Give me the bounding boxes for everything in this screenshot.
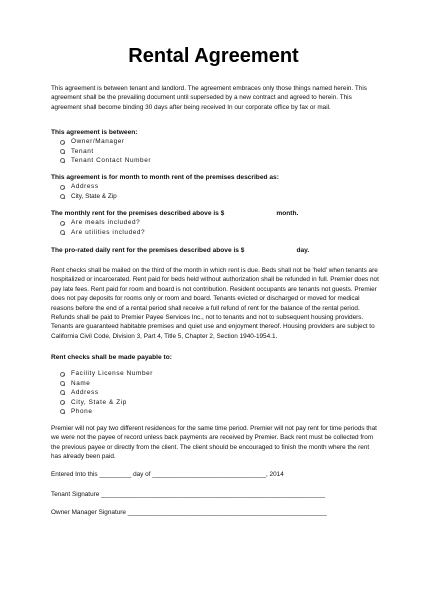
clock-icon <box>60 230 65 235</box>
tenant-signature-line[interactable]: Tenant Signature _______________________________________________________________ <box>51 491 326 498</box>
list-item: Are meals included? <box>51 218 381 227</box>
list-item: Name <box>51 379 381 388</box>
intro-paragraph: This agreement is between tenant and landlord. The agreement embraces only those things named herein. This agreement shall be the prevailing document until superseded by a new contract and agreed to herein. This agreement shall become binding 30 days after being received In our corporate office by fax or mail. <box>51 85 367 111</box>
clock-icon <box>60 194 65 199</box>
list-item: Owner/Manager <box>51 137 381 146</box>
clock-icon <box>60 400 65 405</box>
list-item: City, State & Zip <box>51 398 381 407</box>
daily-rent-line: The pro-rated daily rent for the premises described above is $ day. <box>51 247 310 254</box>
payable-section <box>51 353 381 416</box>
parties-list <box>51 137 381 165</box>
monthly-rent-section <box>51 209 381 237</box>
clock-icon <box>60 409 65 414</box>
list-item: Phone <box>51 407 381 416</box>
list-item: City, State & Zip <box>51 192 381 201</box>
clock-icon <box>60 158 65 163</box>
monthly-rent-list <box>51 218 381 237</box>
clock-icon <box>60 381 65 386</box>
clock-icon <box>60 185 65 190</box>
clock-icon <box>60 221 65 226</box>
clock-icon <box>60 390 65 395</box>
premises-list <box>51 182 381 201</box>
list-item: Tenant Contact Number <box>51 156 381 165</box>
list-item: Are utilities included? <box>51 228 381 237</box>
list-item: Address <box>51 182 381 191</box>
list-item: Facility License Number <box>51 369 381 378</box>
clock-icon <box>60 149 65 154</box>
monthly-rent-line: The monthly rent for the premises described above is $ month. <box>51 210 299 217</box>
parties-section <box>51 128 381 166</box>
list-item: Address <box>51 388 381 397</box>
closing-paragraph: Premier will not pay two different residences for the same time period. Premier will not pay rent for time periods that we were not the payee of record unless back payments are received by Premier. Back rent must be collected from the previous payee or directly from the client. The client should be encouraged to finish the month where the rent has already been paid. <box>51 425 377 461</box>
payable-list <box>51 369 381 416</box>
entered-date-line[interactable]: Entered Into this _________ day of ________________________________, 2014 <box>51 471 284 478</box>
terms-paragraph: Rent checks shall be mailed on the third of the month in which rent is due. Beds shall not be 'held' when tenants are hospitalized or incarcerated. Rent paid for beds held without authorization shall be refunded in full. Premier does not pay late fees. Rent paid for room and board is not contribution. Resident occupants are tenants not guests. Premier does not pay deposits for rooms only or room and board. Tenants evicted or discharged or moved for medical reasons before the end of a rental period shall receive a full refund of rent for the balance of the rental period. Refunds shall be paid to Premier Payee Services Inc., not to tenants and not to subsequent housing providers. Tenants are guaranteed habitable premises and quiet use and enjoyment thereof. Housing providers are subject to California Civil Code, Division 3, Part 4, Title 5, Chapter 2, Section 1940-1954.1. <box>51 267 379 340</box>
document-title: Rental Agreement <box>128 45 299 67</box>
parties-heading: This agreement is between: <box>51 129 138 136</box>
premises-section <box>51 173 381 201</box>
clock-icon <box>60 372 65 377</box>
clock-icon <box>60 140 65 145</box>
premises-heading: This agreement is for month to month rent of the premises described as: <box>51 174 279 181</box>
list-item: Tenant <box>51 147 381 156</box>
owner-manager-signature-line[interactable]: Owner Manager Signature ________________________________________________________ <box>51 509 327 516</box>
payable-heading: Rent checks shall be made payable to: <box>51 354 172 361</box>
